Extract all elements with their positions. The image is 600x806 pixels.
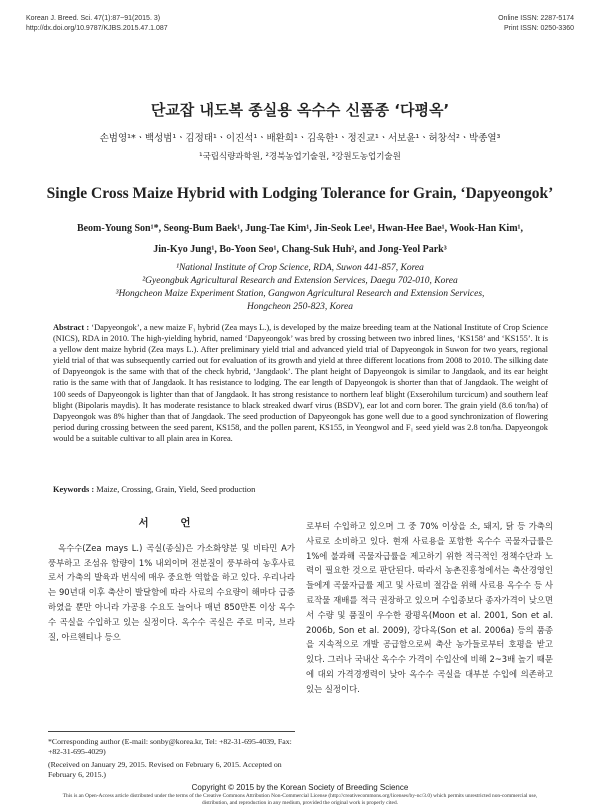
intro-paragraph-left: 옥수수(Zea mays L.) 곡실(종실)은 가소화양분 및 비타민 A가 풍부하고 조섬유 함량이 1% 내외이며 전분질이 풍부하여 농후사료로서 가축의 발육과 번식에 매우 중요한 역할을 하고 있다. 우리나라는 90년대 이후 축산이 발달함에 따라 사료의 수요량이 해마다 급증하였을 뿐만 아니라 가공용 수요도 늘어나 매년 850만톤 이상 옥수수 곡실을 수입하고 있는 실정이다. 옥수수 곡실은 주로 미국, 브라질, 아르헨티나 등으 bbox=[48, 542, 295, 642]
copyright-line: Copyright © 2015 by the Korean Society of Breeding Science bbox=[191, 783, 409, 792]
journal-citation: Korean J. Breed. Sci. 47(1):87~91(2015. 3) bbox=[26, 15, 161, 22]
keywords-text: Maize, Crossing, Grain, Yield, Seed production bbox=[96, 485, 256, 494]
section-heading-introduction: 서 언 bbox=[138, 517, 205, 529]
received-dates-note: (Received on January 29, 2015. Revised on February 6, 2015. Accepted on February 6, 2015.) bbox=[48, 760, 282, 779]
abstract-label: Abstract : bbox=[53, 323, 92, 332]
footnote-divider bbox=[48, 731, 295, 732]
english-affiliations bbox=[60, 262, 540, 314]
keywords-label: Keywords : bbox=[53, 485, 97, 494]
print-issn: Print ISSN: 0250-3360 bbox=[503, 25, 574, 32]
body-column-left bbox=[48, 516, 295, 644]
abstract-text: ‘Dapyeongok’, a new maize F₁ hybrid (Zea mays L.), is developed by the maize breeding team at the National Institute of Crop Science (NICS), RDA in 2010. The high-yielding hybrid, named ‘Dapyeongok’ was bred by crossing between two inbred lines, ‘KS158’ and ‘KS155’. It is a yellow dent maize hybrid (Zea mays L.). After preliminary yield trial and advanced yield trial of Dapyeongok in Suwon for two years, regional yield trial of that was subsequently carried out for evaluation of its growth and yield at three different locations from 2008 to 2010. The silking date of Dapyeongok is the same with that of the check hybrid, ‘Jangdaok’. The plant height of Dapyeongok is similar to Jangdaok, and its ear height ratio is the same with that of Jangdaok. It has resistance to lodging. The ear length of Dapyeongok is shorter than that of Jangdaok. The weight of 100 seeds of Dapyeongok is lighter than that of Jangdaok. It has strong resistance to northern leaf blight (Exserohilum turcicum) and southern leaf blight (Bipolaris maydis). It has moderate resistance to black streaked dwarf virus (BSDV), ear lot and corn borer. The grain yield (8.6 ton/ha) of Dapyeongok was 8% higher than that of Jangdaok. The seed production of Dapyeongok has gone well due to a good synchronization of flowering period during crossing between the seed parent, KS158, and the pollen parent, KS155, in Yeongwol and F₁ seed yield was 2.8 ton/ha. Dapyeongok would be a suitable cultivar to all plain area in Korea. bbox=[53, 323, 548, 443]
corresponding-author-note: *Corresponding author (E-mail: sonby@korea.kr, Tel: +82-31-695-4039, Fax: +82-31-695-4029) bbox=[48, 737, 292, 756]
english-authors bbox=[60, 218, 540, 260]
journal-header bbox=[26, 14, 168, 34]
issn-header bbox=[498, 14, 574, 34]
affiliation-3-cont: Hongcheon 250-823, Korea bbox=[247, 302, 353, 312]
english-title: Single Cross Maize Hybrid with Lodging Tolerance for Grain, ‘Dapyeongok’ bbox=[46, 185, 554, 202]
license-text: This is an Open-Access article distributed under the terms of the Creative Commons Attribution Non-Commercial License (http://creativecommons.org/licenses/by-nc/3.0) which permits unrestricted non-commercial use, distribution, and reproduction in any medium, provided the original work is properly cited. bbox=[62, 793, 538, 806]
intro-paragraph-right: 로부터 수입하고 있으며 그 중 70% 이상을 소, 돼지, 닭 등 가축의 사료로 소비하고 있다. 현재 사료용을 포함한 옥수수 곡물자급률은 1%에 불과해 곡물자급률을 제고하기 위한 적극적인 정책수단과 노력이 필요한 것으로 판단된다. 따라서 농촌진흥청에서는 축산경영인들에게 곡물자급률 제고 및 사료비 절감을 위해 사료용 옥수수 등 사료작물 재배를 적극 권장하고 있으며 수입종보다 종자가격이 낮으면서 수량 및 품질이 우수한 광평옥(Moon et al. 2001, Son et al. 2006b, Son et al. 2009), 강다옥(Son et al. 2006a) 등의 품종을 지속적으로 개발 공급함으로써 축산 농가들로부터 호평을 받고 있다. 그러나 국내산 옥수수 가격이 수입산에 비해 2~3배 높기 때문에 대외 가격경쟁력이 낮아 옥수수 곡실을 대부분 수입에 의존하고 있는 실정이다. bbox=[306, 521, 553, 694]
affiliation-1: ¹National Institute of Crop Science, RDA, Suwon 441-857, Korea bbox=[176, 263, 424, 273]
doi-link[interactable]: http://dx.doi.org/10.9787/KJBS.2015.47.1.087 bbox=[26, 25, 168, 32]
affiliation-3: ³Hongcheon Maize Experiment Station, Gangwon Agricultural Research and Extension Services, bbox=[115, 289, 485, 299]
keywords bbox=[53, 485, 548, 494]
online-issn: Online ISSN: 2287-5174 bbox=[498, 15, 574, 22]
body-column-right bbox=[306, 519, 553, 697]
korean-authors: 손범영¹*ㆍ백성범¹ㆍ김정태¹ㆍ이진석¹ㆍ배환희¹ㆍ김욱한¹ㆍ정진교¹ㆍ서보윤¹ㆍ허창석²ㆍ박종열³ bbox=[99, 133, 501, 144]
korean-title: 단교잡 내도복 종실용 옥수수 신품종 ‘다평옥’ bbox=[150, 101, 450, 119]
korean-affiliations: ¹국립식량과학원, ²경북농업기술원, ³강원도농업기술원 bbox=[199, 152, 401, 162]
english-authors-line-2: Jin-Kyo Jung¹, Bo-Yoon Seo¹, Chang-Suk Huh², and Jong-Yeol Park³ bbox=[153, 244, 447, 255]
english-authors-line-1: Beom-Young Son¹*, Seong-Bum Baek¹, Jung-Tae Kim¹, Jin-Seok Lee¹, Hwan-Hee Bae¹, Wook-Han Kim¹, bbox=[76, 223, 524, 234]
abstract bbox=[53, 322, 548, 444]
affiliation-2: ²Gyeongbuk Agricultural Research and Extension Services, Daegu 702-010, Korea bbox=[142, 276, 458, 286]
